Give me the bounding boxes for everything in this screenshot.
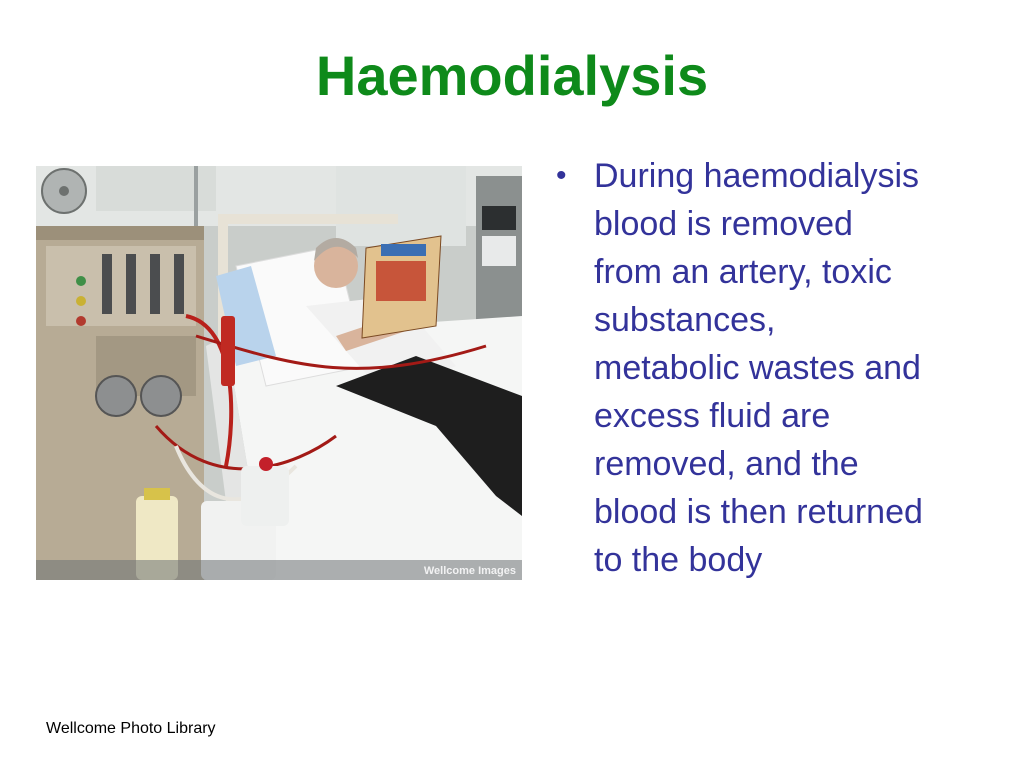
bullet-line: blood is removed <box>594 205 853 243</box>
bullet-line: excess fluid are <box>594 397 831 435</box>
bullet-line: removed, and the <box>594 445 859 483</box>
slide-title: Haemodialysis <box>315 44 709 107</box>
bullet-line: substances, <box>594 301 776 339</box>
bullet-item <box>556 152 996 584</box>
photo-watermark: Wellcome Images <box>423 565 516 577</box>
bullet-line: During haemodialysis <box>594 157 920 195</box>
photo-illustration <box>36 166 522 580</box>
haemodialysis-photo <box>36 166 522 580</box>
bullet-line: blood is then returned <box>594 493 923 531</box>
bullet-line: from an artery, toxic <box>594 253 892 291</box>
bullet-line: metabolic wastes and <box>594 349 921 387</box>
footer-credit: Wellcome Photo Library <box>46 720 216 737</box>
bullet-marker: • <box>556 159 567 192</box>
bullet-list <box>556 152 996 584</box>
bullet-text <box>594 152 923 584</box>
bullet-line: to the body <box>594 541 763 579</box>
